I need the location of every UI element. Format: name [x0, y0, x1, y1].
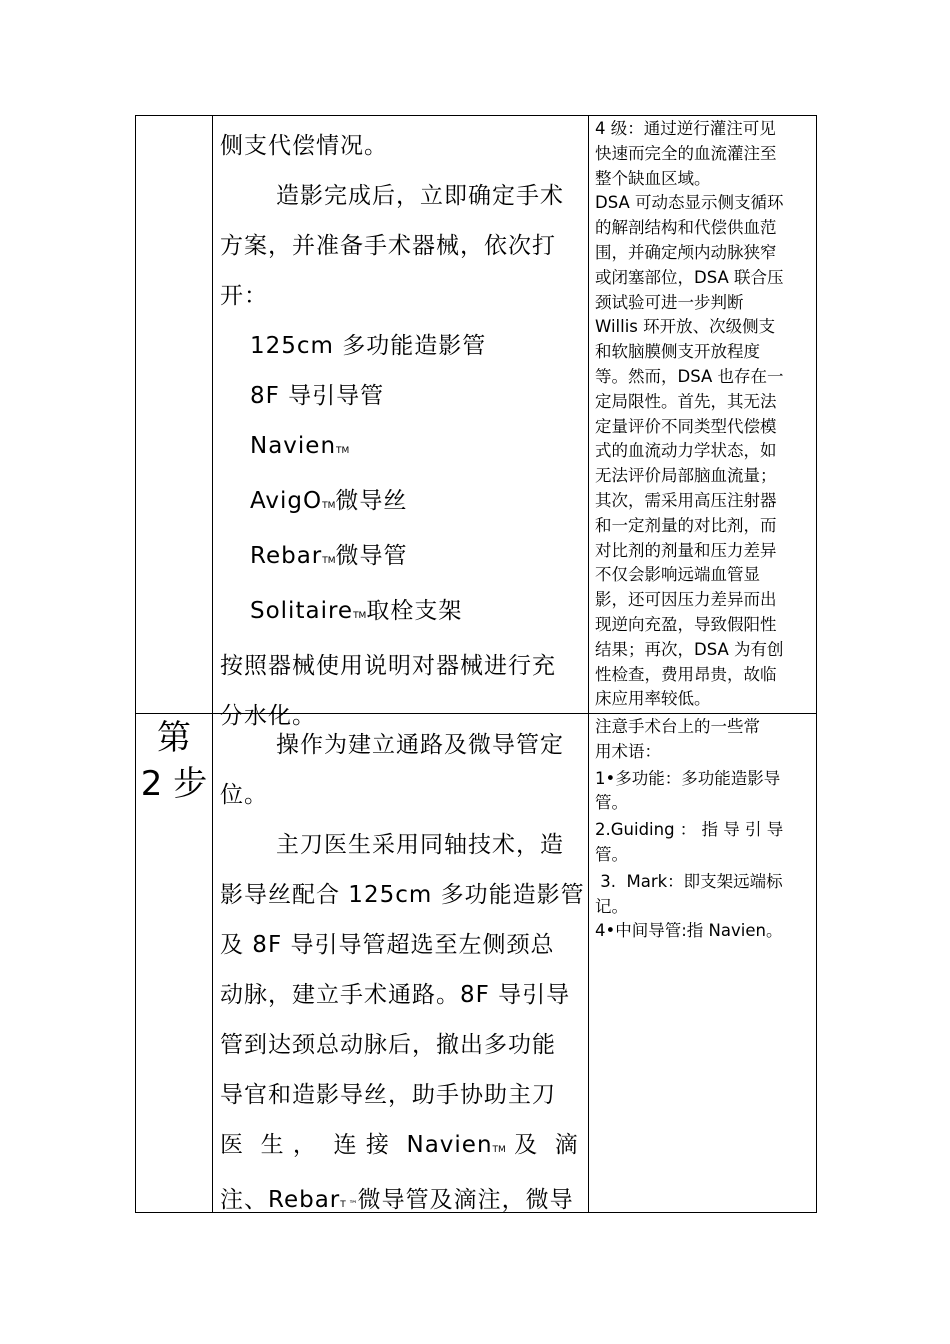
instrument-item: 8F 导引导管 [250, 383, 385, 409]
paragraph: 及 8F 导引导管超选至左侧颈总 [220, 932, 555, 958]
procedure-text-cell-1 [220, 121, 586, 729]
step-label-line: 第 [157, 718, 191, 758]
paragraph: 医 生 ， 连 接 NavienTM 及 滴 [220, 1132, 579, 1158]
note-line: 影，还可因压力差异而出 [595, 590, 777, 610]
note-line: 围，并确定颅内动脉狭窄 [595, 242, 777, 262]
instrument-item: NavienTM [250, 433, 350, 459]
note-line: 对比剂的剂量和压力差异 [595, 540, 777, 560]
paragraph: 管到达颈总动脉后，撤出多功能 [220, 1032, 556, 1058]
paragraph: 操作为建立通路及微导管定 [276, 732, 564, 758]
trademark-mark: T ™ [340, 1200, 358, 1210]
note-line: 的解剖结构和代偿供血范 [595, 218, 777, 238]
note-line: Willis 环开放、次级侧支 [595, 317, 776, 337]
note-line: 结果；再次，DSA 为有创 [595, 639, 784, 659]
note-line: 4 级：通过逆行灌注可见 [595, 119, 776, 138]
note-line: 性检查，费用昂贵，故临 [595, 664, 777, 684]
note-line: 定量评价不同类型代偿模 [595, 416, 777, 436]
note-line: 或闭塞部位，DSA 联合压 [595, 267, 784, 287]
note-line: 管。 [595, 793, 628, 813]
note-line: 管。 [595, 844, 628, 864]
paragraph: 注、RebarT ™微导管及滴注，微导 [220, 1187, 574, 1213]
procedure-text-cell-2 [220, 720, 586, 1213]
instrument-item: 125cm 多功能造影管 [250, 333, 487, 359]
step-label-cell-1 [136, 116, 212, 713]
note-line: 和一定剂量的对比剂，而 [595, 515, 777, 535]
note-line: 和软脑膜侧支开放程度 [595, 342, 760, 362]
note-line: DSA 可动态显示侧支循环 [595, 193, 784, 213]
table-top-border [135, 115, 817, 116]
step-label-cell-2 [136, 715, 212, 835]
paragraph: 侧支代偿情况。 [220, 133, 388, 159]
note-cell-2 [595, 715, 815, 955]
note-line: 1•多功能：多功能造影导 [595, 768, 781, 788]
note-cell-1 [595, 117, 815, 711]
note-line: 快速而完全的血流灌注至 [595, 143, 777, 163]
paragraph: 位。 [220, 782, 268, 808]
paragraph: 造影完成后，立即确定手术 [276, 183, 564, 209]
note-line: 现逆向充盈，导致假阳性 [595, 614, 777, 634]
note-line: 床应用率较低。 [595, 689, 711, 709]
paragraph: 按照器械使用说明对器械进行充 [220, 653, 556, 679]
instrument-item: RebarTM微导管 [250, 543, 408, 569]
paragraph: 影导丝配合 125cm 多功能造影管 [220, 882, 585, 908]
note-line: 4•中间导管:指 Navien。 [595, 921, 783, 941]
column-divider-1 [212, 115, 213, 1213]
paragraph: 主刀医生采用同轴技术，造 [276, 832, 564, 858]
step-label-line: 2 步 [140, 764, 208, 804]
paragraph: 导官和造影导丝，助手协助主刀 [220, 1082, 556, 1108]
table-right-border [816, 115, 817, 1213]
paragraph: 动脉，建立手术通路。8F 导引导 [220, 982, 571, 1008]
trademark-mark: TM [322, 501, 336, 511]
paragraph: 分水化。 [220, 703, 316, 729]
note-line: 注意手术台上的一些常 [595, 717, 760, 736]
column-divider-2 [588, 115, 589, 1213]
trademark-mark: TM [336, 446, 350, 456]
note-line: 2.Guiding ： 指 导 引 导 [595, 820, 784, 840]
paragraph: 方案，并准备手术器械，依次打 [220, 233, 556, 259]
note-line: 颈试验可进一步判断 [595, 292, 744, 312]
paragraph: 开： [220, 283, 268, 309]
note-line: 等。然而，DSA 也存在一 [595, 366, 784, 386]
instrument-item: SolitaireTM取栓支架 [250, 598, 463, 624]
note-line: 不仅会影响远端血管显 [595, 565, 760, 585]
note-line: 定局限性。首先，其无法 [595, 391, 777, 411]
note-line: 无法评价局部脑血流量； [595, 466, 777, 486]
note-line: 3. Mark：即支架远端标 [595, 871, 783, 891]
note-line: 用术语： [595, 741, 661, 761]
note-line: 其次，需采用高压注射器 [595, 490, 777, 510]
trademark-mark: TM [492, 1145, 506, 1155]
instrument-item: AvigOTM微导丝 [250, 488, 408, 514]
note-line: 记。 [595, 896, 628, 916]
note-line: 式的血流动力学状态，如 [595, 441, 777, 461]
trademark-mark: TM [322, 556, 336, 566]
procedure-table [135, 115, 817, 1213]
note-line: 整个缺血区域。 [595, 168, 711, 188]
trademark-mark: TM [353, 611, 367, 621]
